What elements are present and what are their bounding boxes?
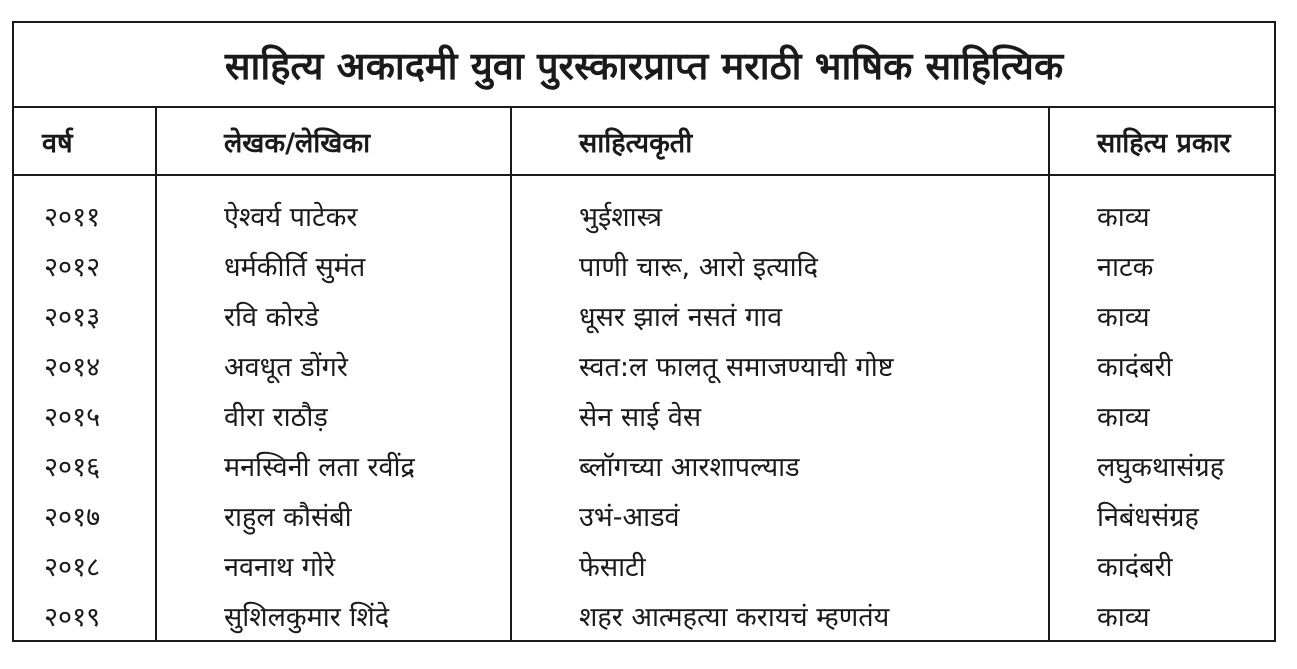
cell-year: २०१९ (44, 601, 101, 633)
cell-genre: काव्य (1097, 301, 1150, 333)
table-row (14, 440, 1274, 490)
cell-author: मनस्विनी लता रवींद्र (224, 451, 415, 483)
cell-year: २०१६ (44, 451, 101, 483)
cell-work: ब्लॉगच्या आरशापल्याड (579, 451, 800, 483)
header-genre: साहित्य प्रकार (1097, 127, 1231, 159)
table-title: साहित्य अकादमी युवा पुरस्कारप्राप्त मराठी भाषिक साहित्यिक (224, 43, 1064, 88)
header-work: साहित्यकृती (579, 127, 693, 159)
cell-work: शहर आत्महत्या करायचं म्हणतंय (579, 601, 890, 633)
cell-work: धूसर झालं नसतं गाव (579, 301, 783, 333)
cell-genre: काव्य (1097, 401, 1150, 433)
cell-year: २०१२ (44, 251, 101, 283)
header-year: वर्ष (42, 127, 73, 159)
cell-author: सुशिलकुमार शिंदे (224, 601, 390, 633)
cell-author: राहुल कौसंबी (224, 501, 352, 533)
cell-author: ऐश्वर्य पाटेकर (224, 201, 358, 233)
cell-genre: लघुकथासंग्रह (1097, 451, 1225, 483)
table-row (14, 390, 1274, 440)
cell-work: उभं-आडवं (579, 501, 680, 533)
cell-author: नवनाथ गोरे (224, 551, 336, 583)
cell-genre: काव्य (1097, 601, 1150, 633)
table-row (14, 340, 1274, 390)
cell-author: वीरा राठौड़ (224, 401, 328, 433)
table-row (14, 240, 1274, 290)
table-row (14, 540, 1274, 590)
table-row (14, 490, 1274, 540)
cell-genre: कादंबरी (1097, 351, 1173, 383)
cell-author: धर्मकीर्ति सुमंत (224, 251, 366, 283)
table-row (14, 590, 1274, 640)
table-row (14, 190, 1274, 240)
cell-work: फेसाटी (579, 551, 646, 583)
table-header-row (14, 108, 1274, 176)
cell-genre: नाटक (1097, 251, 1154, 283)
cell-work: पाणी चारू, आरो इत्यादि (579, 251, 818, 283)
cell-genre: काव्य (1097, 201, 1150, 233)
cell-genre: कादंबरी (1097, 551, 1173, 583)
header-author: लेखक/लेखिका (224, 127, 371, 159)
cell-work: भुईशास्त्र (579, 201, 662, 233)
cell-genre: निबंधसंग्रह (1097, 501, 1199, 533)
table-title-row (14, 23, 1274, 108)
cell-work: स्वत:ल फालतू समाजण्याची गोष्ट (579, 351, 894, 383)
table-body-area (14, 108, 1274, 642)
cell-year: २०१८ (44, 551, 101, 583)
table-row (14, 290, 1274, 340)
table-rows (14, 190, 1274, 640)
cell-year: २०१३ (44, 301, 101, 333)
award-table (12, 21, 1276, 642)
cell-year: २०११ (44, 201, 101, 233)
cell-work: सेन साई वेस (579, 401, 702, 433)
cell-year: २०१४ (44, 351, 101, 383)
cell-author: रवि कोरडे (224, 301, 319, 333)
cell-year: २०१५ (44, 401, 101, 433)
cell-author: अवधूत डोंगरे (224, 351, 348, 383)
cell-year: २०१७ (44, 501, 101, 533)
